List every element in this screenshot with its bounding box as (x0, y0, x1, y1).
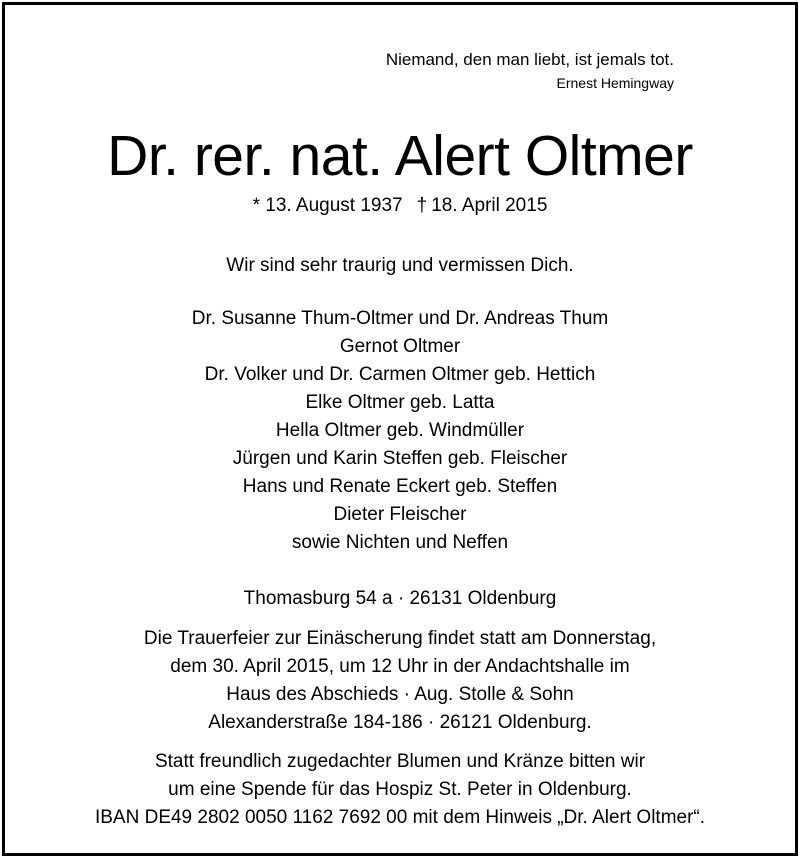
ceremony-line: dem 30. April 2015, um 12 Uhr in der Andachtshalle im (170, 656, 630, 677)
family-member: Hans und Renate Eckert geb. Steffen (242, 476, 558, 497)
epigraph-author: Ernest Hemingway (556, 75, 674, 91)
cross-icon: † (416, 195, 428, 216)
family-member: Gernot Oltmer (339, 336, 461, 357)
ceremony-block (0, 625, 800, 737)
family-list (0, 305, 800, 557)
donation-line: Statt freundlich zugedachter Blumen und Kränze bitten wir (154, 751, 646, 772)
ceremony-line: Haus des Abschieds · Aug. Stolle & Sohn (226, 684, 574, 705)
family-member: Dr. Susanne Thum-Oltmer und Dr. Andreas Thum (191, 308, 609, 329)
family-member: Hella Oltmer geb. Windmüller (275, 420, 525, 441)
family-member: Jürgen und Karin Steffen geb. Fleischer (232, 448, 568, 469)
birth-date: * 13. August 1937 (252, 195, 403, 216)
family-member: Dr. Volker und Dr. Carmen Oltmer geb. Hettich (204, 364, 596, 385)
donation-line: um eine Spende für das Hospiz St. Peter in Oldenburg. (168, 779, 632, 800)
deceased-name: Dr. rer. nat. Alert Oltmer (107, 124, 693, 188)
donation-iban: IBAN DE49 2802 0050 1162 7692 00 mit dem Hinweis „Dr. Alert Oltmer“. (94, 807, 706, 828)
ceremony-line: Die Trauerfeier zur Einäscherung findet statt am Donnerstag, (143, 628, 657, 649)
grief-text: Wir sind sehr traurig und vermissen Dich. (226, 255, 574, 276)
grief-line (0, 252, 800, 280)
epigraph (386, 49, 674, 93)
death-date: 18. April 2015 (431, 195, 548, 216)
epigraph-text: Niemand, den man liebt, ist jemals tot. (385, 50, 674, 69)
life-dates (0, 193, 800, 219)
family-member: Elke Oltmer geb. Latta (305, 392, 495, 413)
home-address: Thomasburg 54 a · 26131 Oldenburg (243, 588, 557, 609)
donation-block (0, 748, 800, 832)
family-member: Dieter Fleischer (333, 504, 467, 525)
ceremony-line: Alexanderstraße 184-186 · 26121 Oldenburg. (208, 712, 592, 733)
family-member: sowie Nichten und Neffen (291, 532, 509, 553)
address-block (0, 585, 800, 613)
